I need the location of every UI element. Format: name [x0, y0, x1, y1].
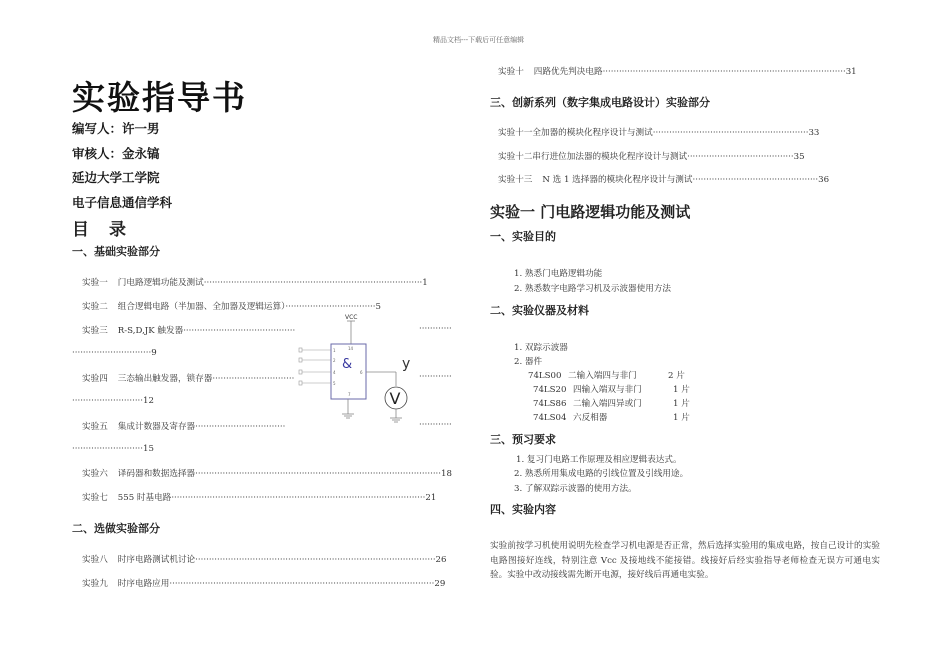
toc-entry-cont[interactable]: [72, 396, 154, 406]
chip-qty: 1 片: [673, 399, 690, 409]
toc-entry[interactable]: [82, 577, 445, 589]
toc-title: 时序电路测试机讨论: [117, 555, 196, 565]
exp1-content-paragraph: 实验前按学习机使用说明先检查学习机电源是否正常，然后选择实验用的集成电路，按自己设计的实验电路图接好连线，特别注意 Vcc 及接地线不能接错。线接好后经实验指导老师检查无误方可通电实验。实验中改动接线需先断开电源，接好线后再通电实验。: [490, 541, 880, 580]
exp1-title: 实验一 门电路逻辑功能及测试: [490, 203, 691, 221]
chip-row: [533, 397, 690, 409]
prep-item: 1. 复习门电路工作原理及相应逻辑表达式。: [516, 455, 682, 465]
toc-leader: ··························: [72, 396, 144, 406]
chip-model: 74LS20: [533, 385, 567, 395]
equip-item: 2. 器件: [514, 357, 543, 367]
chip-qty: 1 片: [673, 385, 690, 395]
prep-item: 2. 熟悉所用集成电路的引线位置及引线用途。: [514, 469, 689, 479]
toc-num: 实验十二: [498, 152, 533, 162]
author-line: 编写人：许一男: [72, 121, 160, 136]
toc-title: 集成计数器及寄存器: [117, 422, 196, 432]
svg-text:2: 2: [333, 358, 336, 363]
chip-row: [528, 369, 685, 381]
toc-num: 实验五: [82, 422, 108, 432]
toc-page: 31: [845, 67, 857, 77]
toc-leader-right: ············: [419, 372, 452, 382]
toc-entry[interactable]: [82, 420, 285, 432]
toc-entry[interactable]: [82, 491, 436, 503]
section-basic: 一、基础实验部分: [72, 245, 160, 258]
toc-page: 12: [143, 396, 154, 406]
toc-leader: ··························: [72, 444, 144, 454]
chip-row: [533, 411, 690, 423]
exp1-content-heading: 四、实验内容: [490, 503, 556, 516]
prep-item: 3. 了解双踪示波器的使用方法。: [514, 484, 637, 494]
svg-text:1: 1: [333, 348, 336, 353]
purpose-item: 1. 熟悉门电路逻辑功能: [514, 269, 603, 279]
toc-num: 实验七: [82, 493, 108, 503]
toc-leader: ··························································································: [195, 469, 442, 479]
toc-title: 译码器和数据选择器: [117, 469, 196, 479]
toc-num: 实验八: [82, 555, 108, 565]
chip-model: 74LS86: [533, 399, 567, 409]
toc-leader: ·······································: [687, 152, 794, 162]
toc-leader: ·························································································: [602, 67, 846, 77]
reviewer-line: 审核人：金永镐: [72, 146, 160, 161]
toc-page: 1: [422, 278, 428, 288]
exp1-purpose-heading: 一、实验目的: [490, 230, 556, 243]
voltmeter-label: V: [389, 389, 401, 408]
svg-text:5: 5: [333, 381, 336, 386]
chip-row: [533, 383, 690, 395]
toc-page: 36: [818, 175, 830, 185]
exp1-equip-heading: 二、实验仪器及材料: [490, 304, 589, 317]
toc-title: 全加器的模块化程序设计与测试: [532, 128, 653, 138]
nand-gate-circuit-diagram: [296, 310, 420, 430]
toc-leader: ·································: [195, 422, 286, 432]
toc-leader: ·····························: [72, 348, 152, 358]
toc-page: 18: [441, 469, 452, 479]
toc-page: 29: [434, 579, 446, 589]
toc-page: 5: [375, 302, 381, 312]
toc-num: 实验十三: [498, 175, 533, 185]
chip-qty: 1 片: [673, 413, 690, 423]
svg-text:6: 6: [360, 370, 363, 375]
svg-text:14: 14: [348, 346, 354, 351]
toc-entry[interactable]: [82, 553, 446, 565]
toc-num: 实验十: [498, 67, 524, 77]
toc-entry-cont[interactable]: [72, 348, 157, 358]
toc-title: 四路优先判决电路: [533, 67, 603, 77]
toc-entry[interactable]: [82, 467, 452, 479]
toc-leader: ················································································: [203, 278, 423, 288]
toc-entry[interactable]: [498, 126, 819, 138]
svg-text:7: 7: [348, 392, 351, 397]
toc-page: 35: [793, 152, 805, 162]
chip-desc: 二输入端四与非门: [568, 371, 637, 381]
and-symbol: &: [342, 357, 353, 372]
toc-leader: ··············································: [692, 175, 819, 185]
toc-page: 9: [151, 348, 157, 358]
institution-line: 延边大学工学院: [72, 170, 160, 185]
chip-desc: 四输入端双与非门: [573, 385, 642, 395]
toc-title: R-S,D,JK 触发器: [117, 326, 184, 336]
toc-title: 555 时基电路: [117, 493, 172, 503]
section-elective: 二、选做实验部分: [72, 522, 160, 535]
svg-text:4: 4: [333, 370, 336, 375]
toc-num: 实验一: [82, 278, 108, 288]
toc-page: 26: [435, 555, 447, 565]
toc-title: 时序电路应用: [117, 579, 170, 589]
toc-leader-right: ············: [419, 420, 452, 430]
toc-num: 实验四: [82, 374, 108, 384]
toc-leader: ······························: [212, 374, 295, 384]
toc-entry-cont[interactable]: [72, 444, 154, 454]
toc-title: 组合逻辑电路（半加器、全加器及逻辑运算）: [117, 302, 286, 312]
toc-leader: ·································································································: [169, 579, 435, 589]
toc-leader: ·································: [285, 302, 376, 312]
toc-num: 实验二: [82, 302, 108, 312]
toc-page: 15: [143, 444, 154, 454]
toc-num: 实验六: [82, 469, 108, 479]
toc-num: 实验十一: [498, 128, 533, 138]
chip-desc: 六反相器: [573, 413, 608, 423]
toc-num: 实验九: [82, 579, 108, 589]
chip-model: 74LS04: [533, 413, 567, 423]
toc-title: 门电路逻辑功能及测试: [117, 278, 204, 288]
toc-leader: ·········································: [183, 326, 296, 336]
doc-title: 实验指导书: [72, 78, 247, 117]
chip-desc: 二输入端四异或门: [573, 399, 642, 409]
output-y-label: y: [402, 356, 411, 372]
toc-entry[interactable]: [498, 173, 829, 185]
toc-entry[interactable]: [498, 150, 805, 162]
toc-leader-right: ············: [419, 324, 452, 334]
toc-heading: 目录: [72, 220, 146, 240]
equip-item: 1. 双踪示波器: [514, 343, 568, 353]
toc-entry[interactable]: [82, 324, 295, 336]
department-line: 电子信息通信学科: [72, 195, 173, 210]
page-header: 精品文档---下载后可任意编辑: [433, 36, 525, 44]
toc-entry[interactable]: [82, 372, 294, 384]
toc-page: 33: [808, 128, 820, 138]
toc-num: 实验三: [82, 326, 108, 336]
purpose-item: 2. 熟悉数字电路学习机及示波器使用方法: [514, 284, 672, 294]
toc-page: 21: [425, 493, 437, 503]
exp1-prep-heading: 三、预习要求: [490, 433, 556, 446]
toc-title: N 选 1 选择器的模块化程序设计与测试: [542, 175, 693, 185]
toc-leader: ·····························································································: [171, 493, 426, 503]
toc-leader: ·························································: [652, 128, 809, 138]
section-innovation: 三、创新系列（数字集成电路设计）实验部分: [490, 96, 710, 109]
chip-model: 74LS00: [528, 371, 562, 381]
toc-title: 三态输出触发器，锁存器: [117, 374, 213, 384]
vcc-label: VCC: [345, 314, 358, 321]
toc-title: 串行进位加法器的模块化程序设计与测试: [532, 152, 688, 162]
toc-entry[interactable]: [498, 65, 857, 77]
toc-entry[interactable]: [82, 276, 428, 288]
toc-leader: ························································································: [195, 555, 436, 565]
chip-qty: 2 片: [668, 371, 685, 381]
